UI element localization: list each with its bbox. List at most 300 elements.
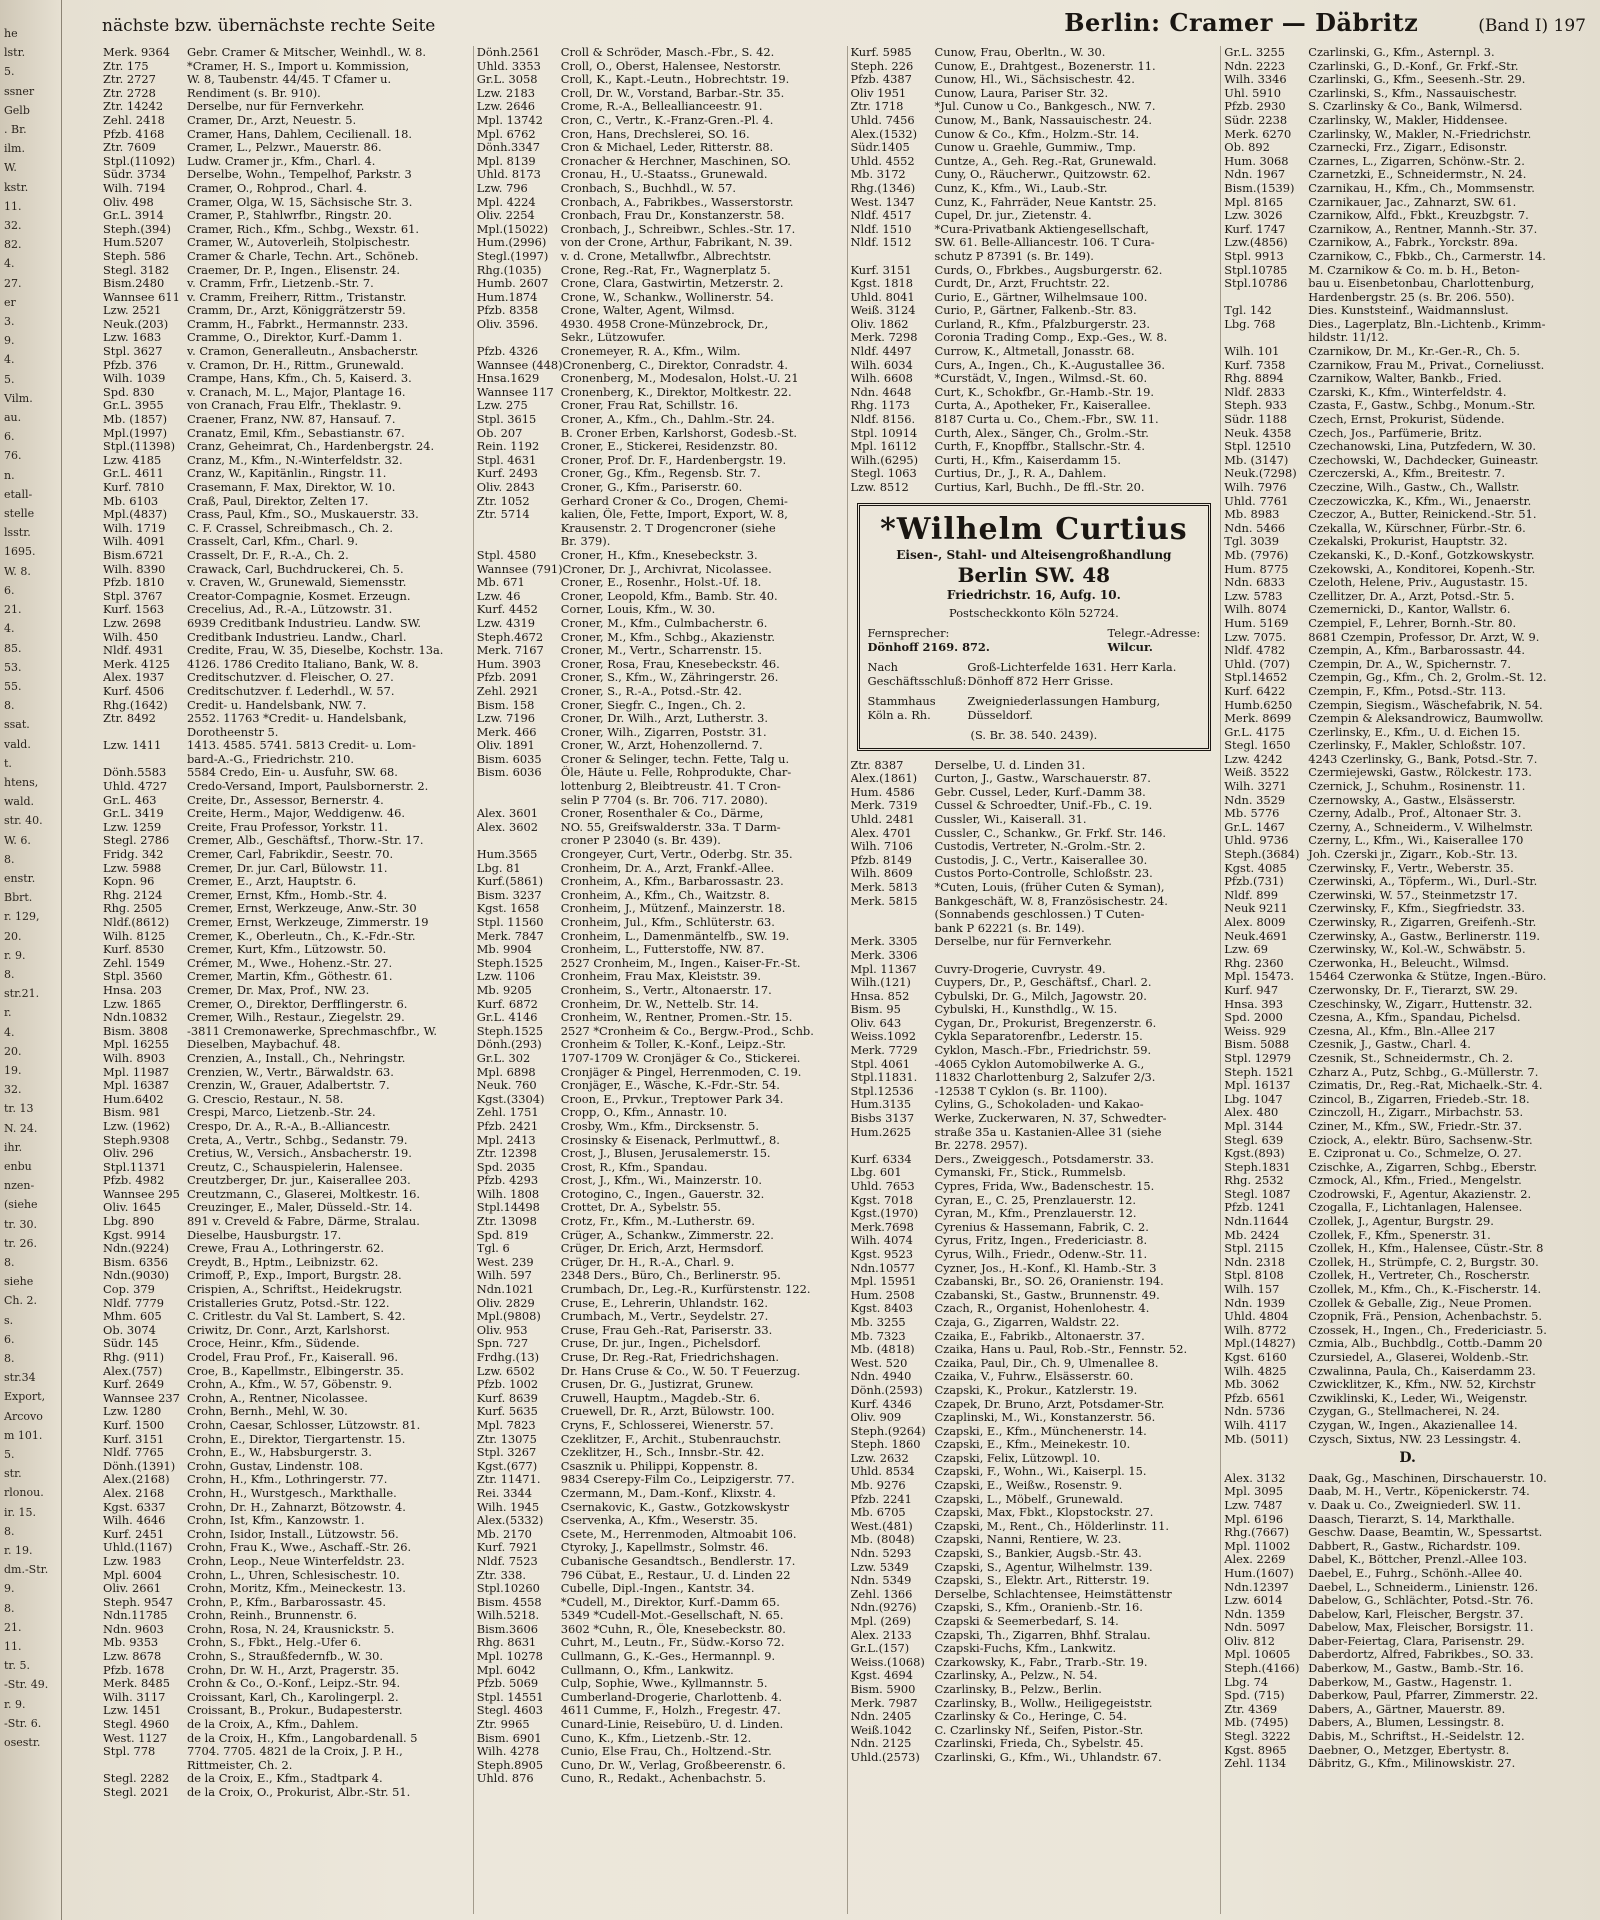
directory-entry [851, 60, 1218, 74]
entry-text: Cremer, Ernst, Werkzeuge, Zimmerstr. 19 [187, 916, 429, 929]
directory-entry [1224, 196, 1591, 210]
entry-text: Crone, Walter, Agent, Wilmsd. [560, 304, 735, 318]
entry-text: Croner, W., Arzt, Hohenzollernd. 7. [560, 739, 763, 753]
phone-exchange: Mpl. 16255 [103, 1038, 170, 1052]
phone-exchange: Kurf. 7810 [103, 481, 165, 494]
entry-text: 4930. 4958 Crone-Münzebrock, Dr., [560, 317, 769, 331]
entry-text: Czarlinski, S., Kfm., Nassauischestr. [1308, 86, 1517, 100]
entry-text: Czempiel, F., Lehrer, Bornh.-Str. 80. [1308, 616, 1517, 630]
directory-entry [851, 182, 1218, 196]
phone-exchange: Oliv. 2661 [103, 1582, 161, 1596]
ad-phone: Dönhoff 2169. 872. [867, 639, 990, 654]
directory-entry [103, 1609, 470, 1623]
entry-text: Crone, Clara, Gastwirtin, Metzerstr. 2. [560, 277, 784, 291]
entry-text: Czapski, M., Rent., Ch., Hölderlinstr. 11. [934, 1519, 1169, 1533]
entry-text: *Jul. Cunow u Co., Bankgesch., NW. 7. [934, 100, 1156, 114]
directory-entry [1224, 1419, 1591, 1433]
phone-exchange: Lzw. 1865 [103, 997, 162, 1011]
entry-text: Cykla Separatorenfbr., Lederstr. 15. [934, 1030, 1143, 1044]
directory-entry [103, 807, 470, 821]
entry-text: Cremer, K., Oberleutn., Ch., K.-Fdr.-Str. [187, 929, 416, 943]
entry-text: B. Croner Erben, Karlshorst, Godesb.-St. [560, 426, 798, 440]
directory-entry [103, 182, 470, 196]
phone-exchange: Lbg. 768 [1224, 317, 1276, 331]
phone-exchange: Lzw. 7075. [1224, 630, 1287, 644]
entry-text: Czempin, Gg., Kfm., Ch. 2, Grolm.-St. 12. [1308, 671, 1547, 685]
phone-exchange: Wilh. 8125 [103, 929, 166, 943]
entry-text: Cron & Michael, Leder, Ritterstr. 88. [560, 141, 774, 155]
phone-exchange: Mpl.(9808) [476, 1310, 541, 1324]
entry-text: Czinczoll, H., Zigarr., Mirbachstr. 53. [1308, 1106, 1524, 1120]
entry-text: Cremer, Ernst, Kfm., Homb.-Str. 4. [187, 888, 388, 902]
directory-entry [851, 359, 1218, 373]
phone-exchange: Neuk. 760 [476, 1079, 537, 1093]
entry-text: Czodrowski, F., Agentur, Akazienstr. 2. [1308, 1187, 1532, 1201]
entry-text: Croner, S., R.-A., Potsd.-Str. 42. [560, 684, 742, 698]
entry-text: Czarlinski, Frieda, Ch., Sybelstr. 45. [934, 1737, 1144, 1751]
phone-exchange: Stpl.10260 [476, 1582, 540, 1596]
phone-exchange: Stpl.14498 [476, 1201, 540, 1215]
directory-entry [103, 1297, 470, 1311]
directory-entry [477, 834, 844, 848]
entry-text: Cruewell, Dr. R., Arzt, Bülowstr. 100. [560, 1405, 775, 1419]
margin-fragment: tr. 26. [4, 1236, 37, 1250]
entry-text: Czarnetzki, E., Schneidermstr., N. 24. [1308, 168, 1527, 182]
phone-exchange: Stpl. 4631 [476, 453, 537, 467]
margin-fragment: 8. [4, 1524, 15, 1538]
entry-text: Czerwinsky, F., Kfm., Siegfriedstr. 33. [1308, 902, 1525, 916]
entry-text: Cuny, O., Räucherwr., Quitzowstr. 62. [934, 168, 1151, 182]
phone-exchange: Stpl.11371 [103, 1160, 167, 1174]
entry-text: C. Critlestr. du Val St. Lambert, S. 42. [187, 1310, 406, 1324]
directory-entry [103, 1623, 470, 1637]
entry-text: Cramer, P., Stahlwrfbr., Ringstr. 20. [187, 209, 392, 223]
phone-exchange: Wilh. 101 [1224, 345, 1280, 359]
directory-entry [103, 1677, 470, 1691]
directory-entry [851, 264, 1218, 278]
directory-entry [851, 1710, 1218, 1724]
directory-entry [103, 345, 470, 359]
directory-columns [100, 46, 1594, 1914]
entry-text: Crüger, A., Schankw., Zimmerstr. 22. [560, 1228, 774, 1242]
entry-text: 9834 Cserepy-Film Co., Leipzigerstr. 77. [560, 1473, 795, 1487]
directory-entry [477, 1161, 844, 1175]
directory-entry [477, 658, 844, 672]
phone-exchange: Lzw. 2183 [476, 86, 535, 100]
entry-text: Croner, Rosa, Frau, Knesebeckstr. 46. [560, 657, 780, 671]
entry-text: Czasta, F., Gastw., Schbg., Monum.-Str. [1308, 399, 1536, 413]
margin-fragment: vald. [4, 737, 31, 751]
directory-entry [103, 1066, 470, 1080]
phone-exchange: Nldf. 7765 [103, 1446, 164, 1460]
entry-text: Czarnikow, Walter, Bankb., Fried. [1308, 372, 1502, 386]
margin-fragment: 5. [4, 65, 15, 79]
entry-text: 11832 Charlottenburg 2, Salzufer 2/3. [934, 1071, 1156, 1085]
directory-entry [477, 1310, 844, 1324]
phone-exchange: Mpl. 3095 [1224, 1485, 1284, 1499]
directory-entry [103, 100, 470, 114]
entry-text: v. Craven, W., Grunewald, Siemensstr. [187, 576, 407, 590]
directory-entry [851, 73, 1218, 87]
entry-text: Czernowsky, A., Gastw., Elsässerstr. [1308, 793, 1516, 807]
directory-entry [477, 1147, 844, 1161]
phone-exchange: Mpl. 8139 [476, 154, 536, 168]
entry-text: Credite, Frau, W. 35, Dieselbe, Kochstr. 13a. [187, 644, 444, 658]
entry-text: Czabanski, Br., SO. 26, Oranienstr. 194. [934, 1275, 1164, 1289]
directory-entry [103, 685, 470, 699]
directory-entry [1224, 549, 1591, 563]
phone-exchange: Kgst. 4085 [1224, 861, 1287, 875]
directory-entry [477, 590, 844, 604]
directory-entry [1224, 1540, 1591, 1554]
entry-text: Crohn, Dr. H., Zahnarzt, Bötzowstr. 4. [187, 1500, 406, 1514]
directory-entry [1224, 1716, 1591, 1730]
entry-text: Czarlinsky, W., Makler, N.-Friedrichstr. [1308, 127, 1532, 141]
directory-entry [103, 970, 470, 984]
directory-entry [851, 427, 1218, 441]
directory-entry [1224, 957, 1591, 971]
directory-entry [103, 1011, 470, 1025]
entry-text: Cronenberg, K., Direktor, Moltkestr. 22. [560, 385, 792, 399]
margin-fragment: 8. [4, 852, 15, 866]
entry-text: Crohn, Isidor, Install., Lützowstr. 56. [187, 1527, 399, 1541]
phone-exchange: Bism. 3237 [476, 888, 542, 902]
entry-text: Daak, Gg., Maschinen, Dirschauerstr. 10. [1308, 1471, 1547, 1485]
directory-entry [477, 535, 844, 549]
entry-text: Crohn, Frau K., Wwe., Aschaff.-Str. 26. [187, 1541, 412, 1555]
directory-entry [103, 1256, 470, 1270]
phone-exchange: Lzw. 7487 [1224, 1498, 1283, 1512]
entry-text: Cronheim, Frau Max, Kleiststr. 39. [560, 970, 762, 984]
entry-text: Czesna, A., Kfm., Spandau, Pichelsd. [1308, 1011, 1521, 1025]
directory-entry [103, 780, 470, 794]
margin-fragment: Bbrt. [4, 891, 33, 905]
directory-entry [1224, 522, 1591, 536]
entry-text: Cuno, Dr. W., Verlag, Großbeerenstr. 6. [560, 1758, 786, 1772]
directory-entry [1224, 1052, 1591, 1066]
directory-entry [103, 739, 470, 753]
entry-text: Czwiklinski, K., Leder, Wi., Weigenstr. [1308, 1391, 1528, 1405]
entry-text: Czollek, H., Kfm., Halensee, Cüstr.-Str. 8 [1308, 1242, 1544, 1256]
entry-text: Cremer, Martin, Kfm., Göthestr. 61. [187, 970, 393, 984]
entry-text: Credit- u. Handelsbank, NW. 7. [187, 698, 367, 712]
phone-exchange: Tgl. 142 [1224, 304, 1272, 318]
entry-text: Czapski, E., Kfm., Meinekestr. 10. [934, 1438, 1131, 1452]
directory-entry [851, 467, 1218, 481]
directory-entry [1224, 1351, 1591, 1365]
phone-exchange: Mb. 3062 [1224, 1378, 1280, 1392]
entry-text: Cremer, O., Direktor, Derfflingerstr. 6. [187, 997, 408, 1011]
entry-text: Crewe, Frau A., Lothringerstr. 62. [187, 1242, 385, 1256]
directory-entry [477, 1242, 844, 1256]
phone-exchange: Steph. 586 [103, 249, 166, 263]
margin-fragment: 6. [4, 430, 15, 444]
directory-entry [477, 291, 844, 305]
entry-text: Cranz, W., Kapitänlin., Ringstr. 11. [187, 467, 387, 481]
phone-exchange: Bism. 3808 [103, 1024, 168, 1038]
phone-exchange: Bism. 95 [850, 1003, 901, 1017]
entry-text: Cyrus, Wilh., Friedr., Odenw.-Str. 11. [934, 1247, 1148, 1261]
directory-entry [1224, 277, 1591, 291]
entry-text: Br. 2278. 2957). [934, 1139, 1028, 1153]
phone-exchange: Oliv. 1862 [850, 317, 909, 331]
directory-entry [1224, 168, 1591, 182]
phone-exchange: Gr.L. 4146 [476, 1011, 538, 1025]
margin-fragment: 8. [4, 1256, 15, 1269]
directory-entry [477, 1201, 844, 1215]
phone-exchange: Uhl. 5910 [1224, 86, 1282, 100]
directory-entry [1224, 1405, 1591, 1419]
entry-text: Cunard-Linie, Reisebüro, U. d. Linden. [560, 1718, 784, 1732]
phone-exchange: Dönh.2561 [476, 46, 541, 59]
directory-entry [103, 1650, 470, 1664]
directory-entry [477, 209, 844, 223]
directory-entry [103, 1460, 470, 1474]
directory-entry [851, 922, 1218, 936]
directory-entry [851, 1398, 1218, 1412]
phone-exchange: West. 520 [850, 1356, 908, 1370]
phone-exchange: Ztr. 1718 [850, 100, 904, 114]
phone-exchange: Wilh. 3271 [1224, 780, 1287, 794]
directory-entry [103, 875, 470, 889]
entry-text: Cranz, M., Kfm., N.-Winterfeldstr. 32. [187, 453, 403, 467]
entry-text: 4611 Cumme, F., Holzh., Fregestr. 47. [560, 1704, 781, 1718]
entry-text: v. Cramon, Generalleutn., Ansbacherstr. [187, 345, 419, 359]
phone-exchange: Uhld. (707) [1224, 657, 1290, 671]
directory-entry [1224, 372, 1591, 386]
phone-exchange: Merk. 9364 [103, 46, 170, 59]
phone-exchange: Stpl. 12979 [1224, 1051, 1292, 1065]
directory-entry [103, 1038, 470, 1052]
entry-text: SW. 61. Belle-Alliancestr. 106. T Cura- [934, 236, 1155, 250]
phone-exchange: Hum. 2508 [850, 1288, 915, 1302]
phone-exchange: Merk. 3305 [850, 935, 918, 949]
phone-exchange: Pfzb. 2091 [476, 671, 539, 685]
phone-exchange: Mpl.(1997) [103, 426, 168, 440]
phone-exchange: Ztr. 2728 [103, 86, 156, 100]
phone-exchange: Hum.3565 [476, 848, 538, 862]
entry-text: 1413. 4585. 5741. 5813 Credit- u. Lom- [187, 739, 416, 753]
entry-text: Cronjäger & Pingel, Herrenmoden, C. 19. [560, 1065, 802, 1079]
phone-exchange: Weiß. 3522 [1224, 766, 1290, 780]
margin-fragment: . Br. [4, 123, 27, 137]
entry-text: Cunz, K., Fahrräder, Neue Kantstr. 25. [934, 195, 1157, 209]
entry-text: Czapski, E., Kfm., Münchenerstr. 14. [934, 1424, 1147, 1438]
directory-entry [477, 1038, 844, 1052]
entry-text: Crohn, Leop., Neue Winterfeldstr. 23. [187, 1554, 405, 1568]
directory-entry [103, 1446, 470, 1460]
directory-entry [477, 1460, 844, 1474]
entry-text: Cronheim & Toller, K.-Konf., Leipz.-Str. [560, 1038, 786, 1052]
phone-exchange: Kurf. 4452 [476, 603, 538, 617]
phone-exchange: Lzw. 8678 [103, 1650, 162, 1664]
directory-entry [851, 87, 1218, 101]
phone-exchange: Merk. 8485 [103, 1677, 170, 1691]
entry-text: Curth, Alex., Sänger, Ch., Grolm.-Str. [934, 426, 1149, 440]
phone-exchange: Stpl. 2115 [1224, 1242, 1284, 1256]
phone-exchange: Spd. 2035 [476, 1160, 536, 1174]
directory-entry [103, 794, 470, 808]
phone-exchange: Kurf. 5985 [850, 46, 912, 59]
directory-entry [851, 1724, 1218, 1738]
directory-entry [1224, 794, 1591, 808]
directory-entry [851, 1574, 1218, 1588]
entry-text: Cronheim, S., Vertr., Altonaerstr. 17. [560, 983, 772, 997]
directory-entry [477, 1378, 844, 1392]
directory-entry [1224, 1553, 1591, 1567]
directory-entry [851, 454, 1218, 468]
entry-text: Crohn, P., Kfm., Barbarossastr. 45. [187, 1595, 386, 1609]
phone-exchange: West. 239 [476, 1255, 534, 1269]
directory-entry [1224, 1433, 1591, 1447]
margin-fragment: ssat. [4, 718, 30, 732]
phone-exchange: Hum.3135 [850, 1098, 912, 1112]
directory-entry [851, 1302, 1218, 1316]
phone-exchange: Wilh. 1808 [476, 1187, 540, 1201]
directory-entry [1224, 1608, 1591, 1622]
directory-entry [103, 1174, 470, 1188]
directory-entry [1224, 454, 1591, 468]
directory-entry [1224, 617, 1591, 631]
phone-exchange: Pfzb. 4387 [850, 73, 912, 87]
margin-fragment: Vilm. [4, 391, 33, 405]
entry-text: 7704. 7705. 4821 de la Croix, J. P. H., [187, 1745, 403, 1759]
ad-phone-label: Fernsprecher: [867, 625, 950, 640]
phone-exchange: Kgst. 7018 [850, 1193, 913, 1207]
directory-entry [103, 943, 470, 957]
phone-exchange: Gr.L. 3955 [103, 399, 164, 413]
entry-text: Czerwonsky, Dr. F., Tierarzt, SW. 29. [1308, 983, 1518, 997]
directory-entry [1224, 1120, 1591, 1134]
phone-exchange: Mb. 8983 [1224, 508, 1280, 522]
entry-text: Crispien, A., Schriftst., Heidekrugstr. [187, 1283, 403, 1297]
phone-exchange: Uhld. 8041 [850, 290, 915, 304]
directory-entry [103, 264, 470, 278]
entry-text: Croissant, Karl, Ch., Karolingerpl. 2. [187, 1690, 399, 1704]
directory-entry [103, 603, 470, 617]
entry-text: Croner, G., Kfm., Pariserstr. 60. [560, 481, 743, 494]
entry-text: Czarlinski, G., Kfm., Wi., Uhlandstr. 67. [934, 1750, 1162, 1764]
phone-exchange: Hum.1874 [476, 290, 538, 304]
phone-exchange: Lzw. 1411 [103, 739, 162, 753]
phone-exchange: Ztr. 5714 [476, 508, 530, 522]
entry-text: Crenzien, W., Vertr., Bärwaldstr. 63. [187, 1065, 394, 1079]
directory-entry [103, 1269, 470, 1283]
entry-text: Ctyroky, J., Kapellmstr., Solmstr. 46. [560, 1541, 769, 1555]
phone-exchange: Mb. 7323 [850, 1329, 906, 1343]
phone-exchange: Wilh. 4074 [850, 1234, 913, 1248]
phone-exchange: Stpl.14652 [1224, 671, 1288, 685]
margin-fragment: r. 19. [4, 1544, 33, 1558]
entry-text: Czapski-Fuchs, Kfm., Lankwitz. [934, 1642, 1117, 1656]
directory-entry [851, 1425, 1218, 1439]
entry-text: Croner, Rosenthaler & Co., Därme, [560, 807, 764, 821]
phone-exchange: Oliv. 498 [103, 195, 154, 209]
margin-fragment: 9. [4, 1582, 15, 1596]
phone-exchange: Rhg. 8894 [1224, 372, 1284, 386]
phone-exchange: Rhg. 8631 [476, 1636, 537, 1650]
entry-text: Czekowski, A., Konditorei, Kopenh.-Str. [1308, 562, 1536, 576]
entry-text: Curio, E., Gärtner, Wilhelmsaue 100. [934, 290, 1148, 304]
directory-entry [1224, 1161, 1591, 1175]
phone-exchange: Rhg. 2124 [103, 888, 163, 902]
entry-text: Crespi, Marco, Lietzenb.-Str. 24. [187, 1106, 376, 1120]
directory-entry [851, 100, 1218, 114]
margin-fragment: Gelb [4, 103, 30, 117]
entry-text: Cussel & Schroedter, Unif.-Fb., C. 19. [934, 799, 1153, 813]
directory-entry [477, 1215, 844, 1229]
margin-fragment: 6. [4, 1332, 15, 1346]
entry-text: Cruse, Dr. jur., Ingen., Pichelsdorf. [560, 1337, 761, 1351]
phone-exchange: West. 1127 [103, 1731, 168, 1745]
phone-exchange: Bism. 981 [103, 1106, 161, 1120]
directory-entry [851, 331, 1218, 345]
phone-exchange: Kgst.(893) [1224, 1147, 1285, 1161]
phone-exchange: Weiß. 3124 [850, 304, 916, 318]
entry-text: E. Czipronat u. Co., Schmelze, O. 27. [1308, 1147, 1522, 1161]
entry-text: *Cuten, Louis, (früher Cuten & Syman), [934, 880, 1165, 894]
directory-entry [1224, 264, 1591, 278]
ad-after-hours-label: Nach Geschäftsschluß: [867, 659, 967, 688]
directory-entry [1224, 1499, 1591, 1513]
directory-entry [1224, 141, 1591, 155]
entry-text: Crohn, E., Direktor, Tiergartenstr. 15. [187, 1432, 406, 1446]
margin-fragment: etall- [4, 487, 33, 501]
entry-text: Czesnik, St., Schneidermstr., Ch. 2. [1308, 1051, 1514, 1065]
phone-exchange: Wilh. 6608 [850, 372, 913, 386]
directory-entry [103, 576, 470, 590]
entry-text: Cramer, W., Autoverleih, Stolpischestr. [187, 236, 411, 250]
entry-text: Cronenberg, M., Modesalon, Holst.-U. 21 [560, 372, 799, 386]
entry-text: Craemer, Dr. P., Ingen., Elisenstr. 24. [187, 263, 401, 277]
phone-exchange: Lzw. 5349 [850, 1560, 909, 1574]
directory-entry [851, 1479, 1218, 1493]
entry-text: Dabelow, Max, Fleischer, Borsigstr. 11. [1308, 1621, 1534, 1635]
directory-entry [1224, 291, 1591, 305]
margin-fragment: n. [4, 468, 15, 482]
entry-text: Curth, F., Knopffbr., Stallschr.-Str. 4. [934, 440, 1145, 454]
entry-text: Crohn, A., Rentner, Nicolassee. [187, 1391, 368, 1405]
entry-text: Czermann, M., Dam.-Konf., Klixstr. 4. [560, 1486, 776, 1500]
phone-exchange: Kurf. 6334 [850, 1152, 912, 1166]
phone-exchange: Kurf.(5861) [476, 875, 544, 889]
margin-fragment: 20. [4, 929, 22, 943]
entry-text: Czechanowski, Lina, Putzfedern, W. 30. [1308, 440, 1537, 454]
entry-text: Czech, Jos., Parfümerie, Britz. [1308, 426, 1483, 440]
phone-exchange: Bism. 158 [476, 698, 535, 712]
entry-text: Cruse, Dr. Reg.-Rat, Friedrichshagen. [560, 1351, 779, 1364]
directory-entry [1224, 712, 1591, 726]
directory-entry [1224, 427, 1591, 441]
entry-text: Derselbe, nur für Fernverkehr. [187, 100, 365, 114]
phone-exchange: Ndn.10832 [103, 1011, 168, 1025]
phone-exchange: Pfzb. 2241 [850, 1492, 912, 1506]
directory-entry [103, 699, 470, 713]
entry-text: Czeczine, Wilh., Gastw., Ch., Wallstr. [1308, 481, 1520, 494]
directory-entry [103, 1582, 470, 1596]
directory-entry [477, 671, 844, 685]
phone-exchange: Gr.L. 1467 [1224, 820, 1285, 834]
phone-exchange: Pfzb. 2421 [476, 1119, 539, 1133]
directory-entry [477, 603, 844, 617]
column-2 [474, 46, 848, 1914]
entry-text: Joh. Czerski jr., Zigarr., Kob.-Str. 13. [1308, 848, 1518, 862]
phone-exchange: Kurf. 4346 [850, 1397, 912, 1411]
margin-fragment: siehe [4, 1275, 34, 1289]
directory-entry [103, 1201, 470, 1215]
phone-exchange: Steph.9308 [103, 1133, 170, 1147]
directory-entry [851, 1601, 1218, 1615]
